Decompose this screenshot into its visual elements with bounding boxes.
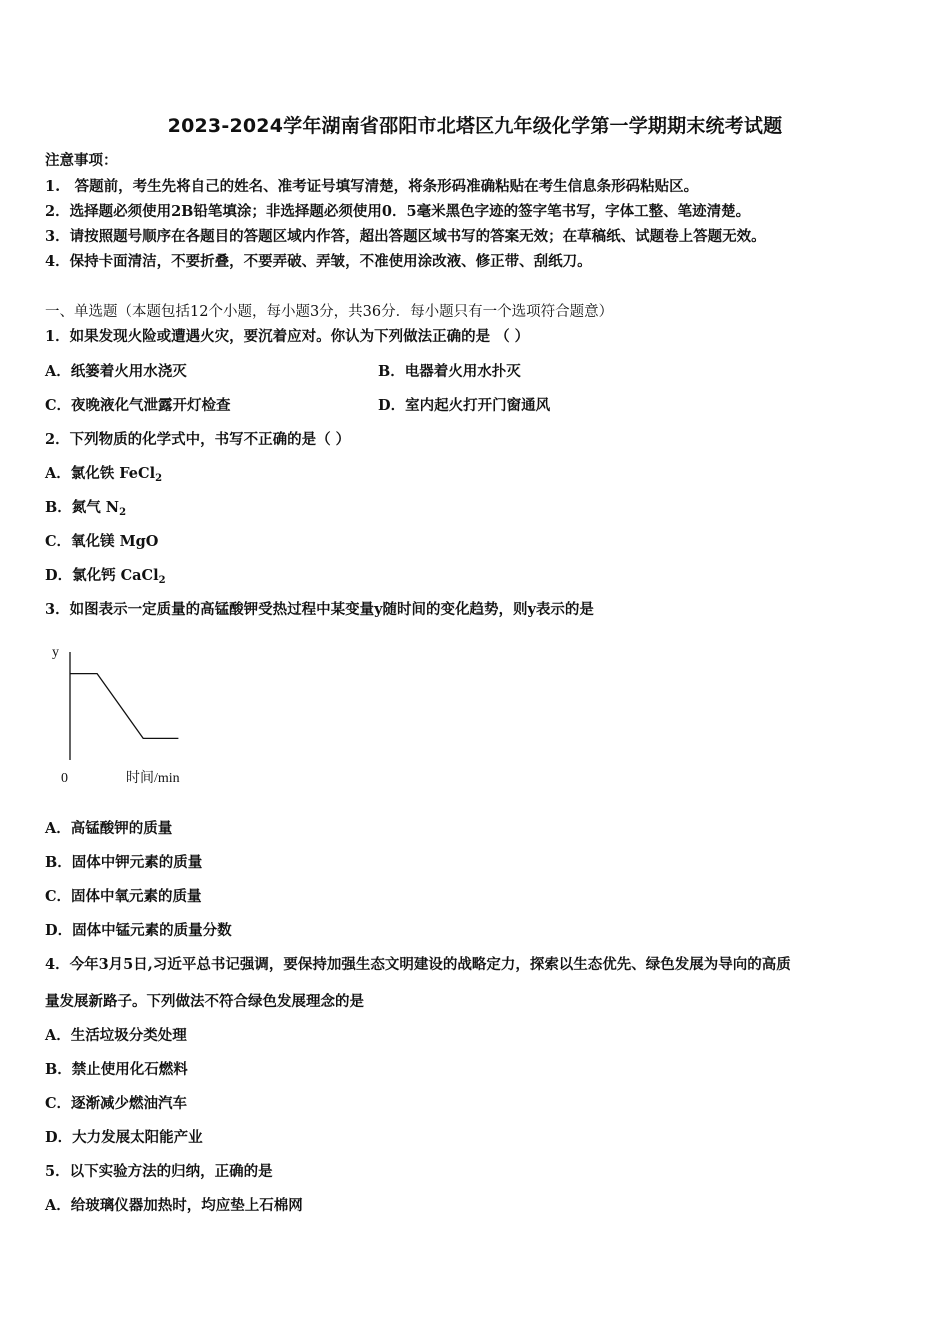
q2-option-a-text: A．氯化铁 FeCl bbox=[45, 465, 156, 482]
q4-option-a: A．生活垃圾分类处理 bbox=[45, 1027, 187, 1044]
q4-option-d: D．大力发展太阳能产业 bbox=[45, 1129, 203, 1146]
q2-stem: 2．下列物质的化学式中，书写不正确的是（ ） bbox=[45, 431, 351, 448]
q2-option-b-subscript: 2 bbox=[119, 507, 127, 518]
y-axis-label: y bbox=[52, 645, 59, 660]
q2-option-d-text: D．氯化钙 CaCl bbox=[45, 567, 159, 584]
notice-item-3: 3．请按照题号顺序在各题目的答题区域内作答，超出答题区域书写的答案无效；在草稿纸、试题卷上答题无效。 bbox=[45, 228, 766, 245]
series-line bbox=[70, 674, 178, 739]
q5-option-a: A．给玻璃仪器加热时，均应垫上石棉网 bbox=[45, 1197, 303, 1214]
q2-option-a bbox=[45, 464, 162, 489]
q4-option-c: C．逐渐减少燃油汽车 bbox=[45, 1095, 188, 1112]
q2-option-b bbox=[45, 498, 126, 523]
q2-option-c: C．氧化镁 MgO bbox=[45, 533, 159, 550]
notice-heading: 注意事项： bbox=[45, 152, 118, 169]
q1-stem: 1．如果发现火险或遭遇火灾，要沉着应对。你认为下列做法正确的是 （ ） bbox=[45, 328, 530, 345]
notice-item-4: 4．保持卡面清洁，不要折叠，不要弄破、弄皱，不准使用涂改液、修正带、刮纸刀。 bbox=[45, 253, 592, 270]
notice-item-2: 2．选择题必须使用2B铅笔填涂；非选择题必须使用0．5毫米黑色字迹的签字笔书写，字体工整、笔迹清楚。 bbox=[45, 203, 751, 220]
q1-option-c: C．夜晚液化气泄露开灯检查 bbox=[45, 397, 231, 414]
q3-option-c: C．固体中氧元素的质量 bbox=[45, 888, 202, 905]
q4-stem-line2: 量发展新路子。下列做法不符合绿色发展理念的是 bbox=[45, 993, 364, 1010]
q1-option-d: D．室内起火打开门窗通风 bbox=[378, 397, 551, 414]
q4-stem-line1: 4．今年3月5日,习近平总书记强调，要保持加强生态文明建设的战略定力，探索以生态优先、绿色发展为导向的高质 bbox=[45, 956, 791, 973]
q2-option-d-subscript: 2 bbox=[158, 575, 166, 586]
q1-option-b: B．电器着火用水扑灭 bbox=[378, 363, 521, 380]
q1-option-a: A．纸篓着火用水浇灭 bbox=[45, 363, 187, 380]
q3-option-a: A．高锰酸钾的质量 bbox=[45, 820, 173, 837]
q3-option-b: B．固体中钾元素的质量 bbox=[45, 854, 203, 871]
q3-option-d: D．固体中锰元素的质量分数 bbox=[45, 922, 232, 939]
q2-option-a-subscript: 2 bbox=[155, 473, 163, 484]
q5-stem: 5．以下实验方法的归纳，正确的是 bbox=[45, 1163, 273, 1180]
page-title: 2023-2024学年湖南省邵阳市北塔区九年级化学第一学期期末统考试题 bbox=[167, 115, 783, 137]
section-heading: 一、单选题（本题包括12个小题，每小题3分，共36分．每小题只有一个选项符合题意） bbox=[45, 304, 614, 320]
q3-chart bbox=[52, 638, 202, 788]
q2-option-b-text: B．氮气 N bbox=[45, 499, 120, 516]
notice-item-1: 1. 答题前，考生先将自己的姓名、准考证号填写清楚，将条形码准确粘贴在考生信息条形码粘贴区。 bbox=[45, 178, 699, 195]
q3-stem: 3．如图表示一定质量的高锰酸钾受热过程中某变量y随时间的变化趋势，则y表示的是 bbox=[45, 601, 594, 618]
q2-option-d bbox=[45, 566, 166, 591]
x-axis-label: 时间/min bbox=[126, 771, 180, 786]
origin-label: 0 bbox=[61, 771, 68, 786]
q4-option-b: B．禁止使用化石燃料 bbox=[45, 1061, 188, 1078]
